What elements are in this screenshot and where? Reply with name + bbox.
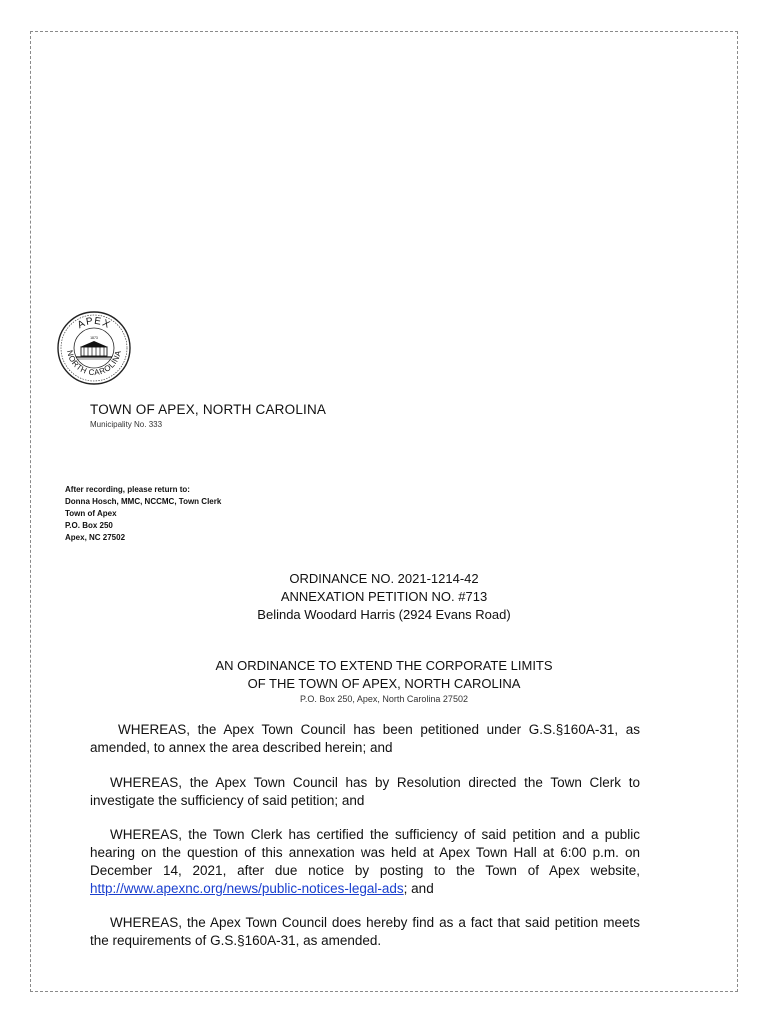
svg-text:NORTH CAROLINA: [65, 349, 123, 377]
public-notices-link[interactable]: http://www.apexnc.org/news/public-notices-legal-ads: [90, 881, 404, 896]
title-line-2: OF THE TOWN OF APEX, NORTH CAROLINA: [247, 676, 521, 691]
municipality-number: Municipality No. 333: [90, 420, 163, 429]
return-instruction: After recording, please return to:: [65, 485, 190, 494]
whereas-paragraph-3: [90, 826, 640, 898]
seal-top-text: APEX: [75, 315, 113, 332]
petitioner-name: Belinda Woodard Harris (2924 Evans Road): [257, 607, 511, 622]
return-po-box: P.O. Box 250: [65, 521, 113, 530]
return-address-block: [65, 484, 221, 544]
whereas-paragraph-1: WHEREAS, the Apex Town Council has been petitioned under G.S.§160A-31, as amended, to annex the area described herein; and: [90, 722, 640, 755]
return-city-zip: Apex, NC 27502: [65, 533, 126, 542]
paragraph-3-text: WHEREAS, the Town Clerk has certified the sufficiency of said petition and a public hearing on the question of this annexation was held at Apex Town Hall at 6:00 p.m. on December 14, 2021, after due notice by posting to the Town of Apex website,: [90, 827, 640, 878]
ordinance-header: [30, 570, 738, 624]
return-clerk-name: Donna Hosch, MMC, NCCMC, Town Clerk: [65, 497, 222, 506]
town-name: TOWN OF APEX, NORTH CAROLINA: [90, 402, 327, 417]
paragraph-3-ending: ; and: [403, 881, 434, 896]
seal-year: 1873: [90, 336, 98, 340]
title-line-1: AN ORDINANCE TO EXTEND THE CORPORATE LIMITS: [215, 658, 553, 673]
seal-bottom-text: NORTH CAROLINA: [65, 349, 123, 378]
title-address: P.O. Box 250, Apex, North Carolina 27502: [300, 694, 468, 704]
ordinance-number: ORDINANCE NO. 2021-1214-42: [289, 571, 479, 586]
return-town: Town of Apex: [65, 509, 117, 518]
petition-number: ANNEXATION PETITION NO. #713: [280, 589, 488, 604]
whereas-paragraph-2: WHEREAS, the Apex Town Council has by Resolution directed the Town Clerk to investigate the sufficiency of said petition; and: [90, 775, 640, 808]
depot-building-icon: [76, 341, 112, 359]
whereas-paragraph-4: WHEREAS, the Apex Town Council does hereby find as a fact that said petition meets the requirements of G.S.§160A-31, as amended.: [90, 915, 640, 948]
svg-text:APEX: [76, 316, 112, 331]
town-seal: [56, 310, 132, 386]
ordinance-title: [30, 657, 738, 705]
